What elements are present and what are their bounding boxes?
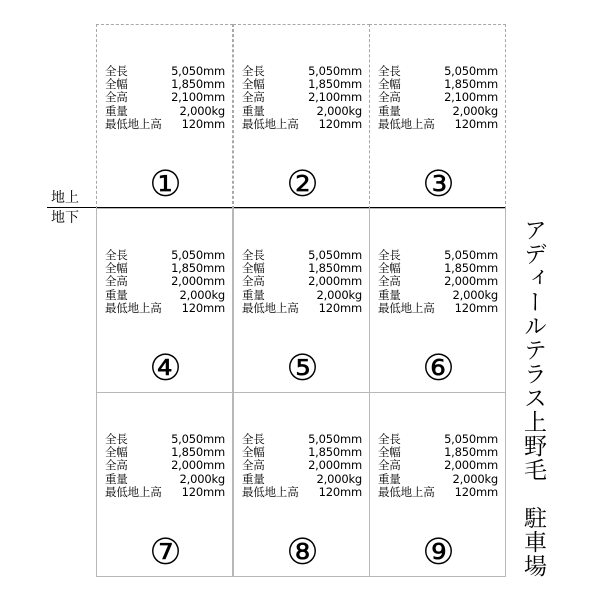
spec-row (242, 473, 362, 486)
spec-value: 5,050mm (444, 248, 498, 262)
spec-label: 全長 (378, 432, 401, 446)
spec-value: 2,000kg (452, 287, 498, 302)
spec-value: 2,000kg (452, 471, 498, 486)
spec-label: 全高 (242, 458, 265, 473)
spec-row (378, 459, 498, 472)
spec-label: 重量 (242, 103, 265, 118)
spec-label: 全高 (378, 458, 401, 473)
spec-label: 全長 (242, 64, 265, 78)
spec-label: 全長 (378, 248, 401, 262)
spec-value: 2,000kg (179, 287, 225, 302)
spec-row (105, 459, 225, 472)
parking-spot-9 (369, 392, 506, 577)
spot-number: ② (286, 164, 319, 205)
spec-label: 全幅 (242, 445, 265, 460)
spec-value: 2,100mm (444, 90, 498, 105)
spec-label: 全長 (105, 432, 128, 446)
spec-label: 重量 (378, 471, 401, 486)
spec-value: 2,000kg (316, 103, 362, 118)
parking-spot-1 (96, 24, 233, 209)
spec-row (105, 91, 225, 104)
spec-value: 5,050mm (171, 64, 225, 78)
parking-spot-7 (96, 392, 233, 577)
label-below-ground: 地下 (51, 210, 79, 226)
spec-value: 5,050mm (308, 64, 362, 78)
spec-label: 重量 (378, 103, 401, 118)
spec-value: 120mm (181, 300, 225, 315)
spot-number: ⑥ (422, 348, 455, 389)
spot-specs (378, 433, 498, 499)
spec-row (378, 302, 498, 315)
spec-value: 1,850mm (444, 445, 498, 460)
spot-number: ① (149, 164, 182, 205)
label-above-ground: 地上 (51, 190, 79, 206)
spec-value: 120mm (318, 484, 362, 499)
spec-value: 2,000mm (444, 274, 498, 289)
spec-row (242, 302, 362, 315)
spec-value: 2,000mm (308, 458, 362, 473)
spec-value: 5,050mm (308, 248, 362, 262)
facility-title: アディールテラス上野毛 駐車場 (520, 218, 546, 578)
spec-label: 最低地上高 (378, 116, 435, 131)
spot-specs (242, 249, 362, 315)
spec-row (105, 473, 225, 486)
spot-number: ⑦ (149, 532, 182, 573)
spec-label: 最低地上高 (378, 300, 435, 315)
spec-value: 120mm (318, 116, 362, 131)
spec-row (378, 486, 498, 499)
spec-value: 5,050mm (171, 248, 225, 262)
spec-label: 全長 (378, 64, 401, 78)
spec-value: 120mm (454, 484, 498, 499)
parking-spot-6 (369, 208, 506, 393)
spec-value: 1,850mm (171, 261, 225, 276)
spot-number: ③ (422, 164, 455, 205)
spec-label: 全高 (378, 274, 401, 289)
parking-spot-2 (233, 24, 370, 209)
spec-row (105, 118, 225, 131)
spec-label: 全幅 (378, 261, 401, 276)
spot-specs (378, 65, 498, 131)
spec-label: 重量 (242, 471, 265, 486)
spec-label: 全幅 (378, 445, 401, 460)
spec-value: 2,000kg (179, 471, 225, 486)
spec-label: 重量 (105, 471, 128, 486)
spec-row (105, 486, 225, 499)
spec-value: 120mm (318, 300, 362, 315)
spot-specs (105, 433, 225, 499)
spec-label: 最低地上高 (105, 300, 162, 315)
spot-specs (105, 249, 225, 315)
spec-label: 全幅 (242, 77, 265, 92)
spot-specs (105, 65, 225, 131)
spec-label: 全幅 (105, 261, 128, 276)
spec-row (378, 473, 498, 486)
spec-value: 2,000mm (171, 458, 225, 473)
spec-value: 2,000kg (316, 287, 362, 302)
spec-row (378, 118, 498, 131)
spec-value: 120mm (181, 116, 225, 131)
spec-row (242, 275, 362, 288)
spec-row (378, 91, 498, 104)
spec-value: 120mm (181, 484, 225, 499)
spec-value: 2,000kg (452, 103, 498, 118)
spec-value: 2,000mm (444, 458, 498, 473)
spot-number: ⑧ (286, 532, 319, 573)
spec-row (242, 91, 362, 104)
spot-specs (242, 65, 362, 131)
spec-value: 1,850mm (444, 77, 498, 92)
spec-row (105, 289, 225, 302)
spec-value: 1,850mm (171, 445, 225, 460)
parking-spot-8 (233, 392, 370, 577)
spec-row (242, 459, 362, 472)
spec-label: 重量 (105, 287, 128, 302)
spec-row (378, 275, 498, 288)
spec-label: 全高 (242, 90, 265, 105)
parking-spot-5 (233, 208, 370, 393)
spec-row (242, 105, 362, 118)
spot-number: ④ (149, 348, 182, 389)
spec-row (378, 289, 498, 302)
spec-label: 全高 (105, 90, 128, 105)
spec-row (242, 486, 362, 499)
spec-label: 全幅 (378, 77, 401, 92)
spec-label: 全長 (242, 432, 265, 446)
spec-value: 120mm (454, 116, 498, 131)
spec-value: 1,850mm (171, 77, 225, 92)
spec-label: 全高 (378, 90, 401, 105)
spec-row (105, 275, 225, 288)
spec-label: 全長 (242, 248, 265, 262)
spec-label: 最低地上高 (242, 484, 299, 499)
spec-label: 全長 (105, 64, 128, 78)
spec-value: 2,100mm (308, 90, 362, 105)
spot-specs (242, 433, 362, 499)
spec-value: 1,850mm (444, 261, 498, 276)
spec-row (105, 302, 225, 315)
spec-label: 全幅 (105, 77, 128, 92)
spec-label: 全高 (105, 458, 128, 473)
spec-value: 1,850mm (308, 261, 362, 276)
parking-spot-4 (96, 208, 233, 393)
spec-label: 全高 (105, 274, 128, 289)
parking-grid (96, 24, 506, 584)
spec-value: 120mm (454, 300, 498, 315)
spec-value: 5,050mm (171, 432, 225, 446)
spec-value: 5,050mm (308, 432, 362, 446)
spot-number: ⑤ (286, 348, 319, 389)
spec-value: 2,000mm (308, 274, 362, 289)
spec-label: 最低地上高 (378, 484, 435, 499)
spec-row (105, 105, 225, 118)
spec-row (378, 105, 498, 118)
spec-value: 1,850mm (308, 445, 362, 460)
spec-value: 2,000kg (316, 471, 362, 486)
spec-label: 重量 (242, 287, 265, 302)
spot-specs (378, 249, 498, 315)
spec-label: 重量 (378, 287, 401, 302)
spec-value: 2,000kg (179, 103, 225, 118)
spec-value: 5,050mm (444, 64, 498, 78)
spec-value: 2,100mm (171, 90, 225, 105)
spec-row (242, 289, 362, 302)
spec-label: 全長 (105, 248, 128, 262)
parking-spot-3 (369, 24, 506, 209)
spec-label: 全高 (242, 274, 265, 289)
spec-value: 2,000mm (171, 274, 225, 289)
spec-label: 重量 (105, 103, 128, 118)
spec-label: 全幅 (242, 261, 265, 276)
spec-label: 最低地上高 (242, 116, 299, 131)
spec-row (242, 118, 362, 131)
spot-number: ⑨ (422, 532, 455, 573)
spec-label: 全幅 (105, 445, 128, 460)
spec-label: 最低地上高 (242, 300, 299, 315)
spec-label: 最低地上高 (105, 116, 162, 131)
spec-value: 1,850mm (308, 77, 362, 92)
spec-label: 最低地上高 (105, 484, 162, 499)
spec-value: 5,050mm (444, 432, 498, 446)
